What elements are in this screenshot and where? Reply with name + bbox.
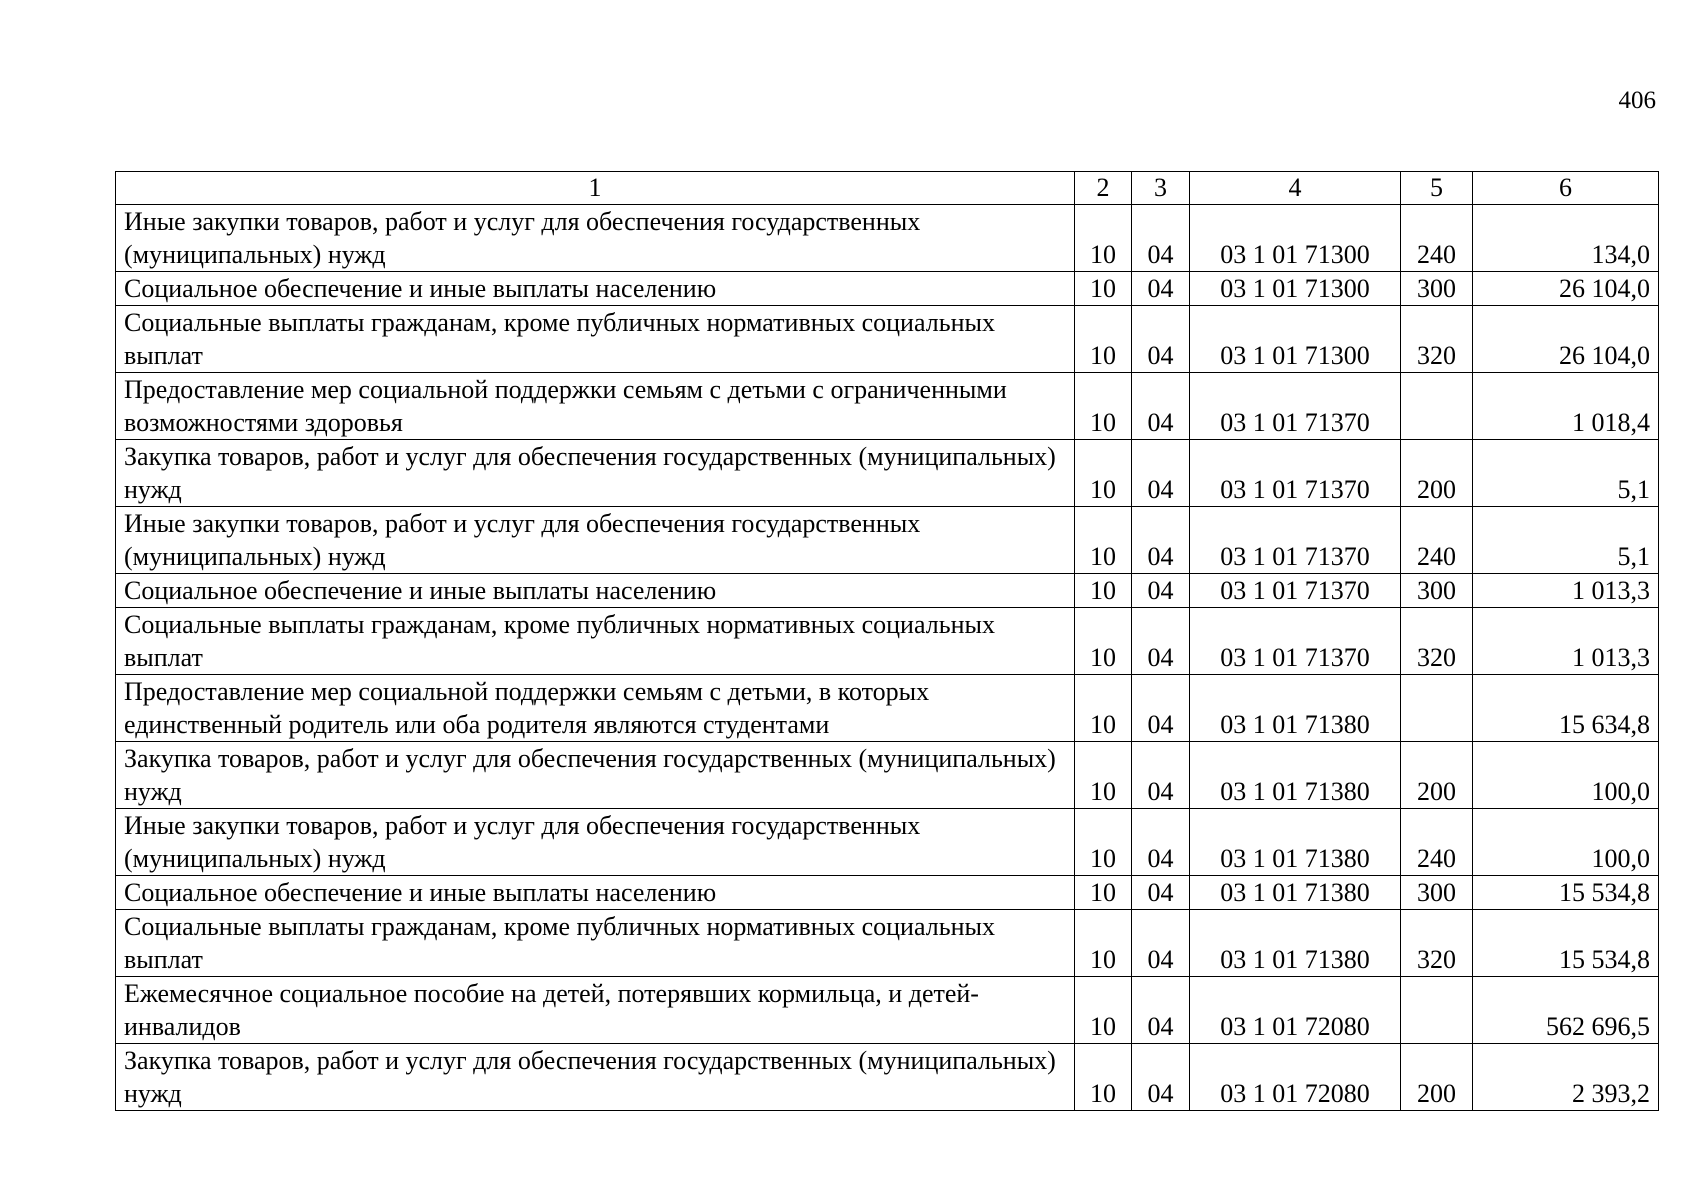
row-name: Закупка товаров, работ и услуг для обеспечения государственных (муниципальных) нужд [116, 742, 1075, 809]
row-amount: 15 634,8 [1473, 675, 1659, 742]
row-section: 10 [1075, 742, 1132, 809]
row-expense-type: 320 [1401, 306, 1473, 373]
row-name: Иные закупки товаров, работ и услуг для обеспечения государственных (муниципальных) нужд [116, 809, 1075, 876]
budget-table [115, 171, 1659, 1111]
row-expense-type: 200 [1401, 440, 1473, 507]
row-name: Социальное обеспечение и иные выплаты населению [116, 272, 1075, 306]
row-amount: 5,1 [1473, 507, 1659, 574]
row-section: 10 [1075, 373, 1132, 440]
row-name: Закупка товаров, работ и услуг для обеспечения государственных (муниципальных) нужд [116, 1044, 1075, 1111]
row-expense-type [1401, 977, 1473, 1044]
row-expense-type: 300 [1401, 574, 1473, 608]
row-name: Предоставление мер социальной поддержки семьям с детьми с ограниченными возможностями здоровья [116, 373, 1075, 440]
row-target-article: 03 1 01 71380 [1190, 809, 1401, 876]
row-amount: 15 534,8 [1473, 876, 1659, 910]
row-target-article: 03 1 01 72080 [1190, 977, 1401, 1044]
row-section: 10 [1075, 675, 1132, 742]
row-target-article: 03 1 01 71300 [1190, 272, 1401, 306]
row-target-article: 03 1 01 71370 [1190, 440, 1401, 507]
row-name: Иные закупки товаров, работ и услуг для обеспечения государственных (муниципальных) нужд [116, 507, 1075, 574]
table-row [116, 876, 1659, 910]
row-subsection: 04 [1132, 977, 1190, 1044]
row-name: Социальные выплаты гражданам, кроме публичных нормативных социальных выплат [116, 306, 1075, 373]
row-name: Закупка товаров, работ и услуг для обеспечения государственных (муниципальных) нужд [116, 440, 1075, 507]
row-section: 10 [1075, 977, 1132, 1044]
row-subsection: 04 [1132, 876, 1190, 910]
row-subsection: 04 [1132, 574, 1190, 608]
row-amount: 1 018,4 [1473, 373, 1659, 440]
row-name: Социальные выплаты гражданам, кроме публичных нормативных социальных выплат [116, 608, 1075, 675]
row-subsection: 04 [1132, 742, 1190, 809]
row-expense-type: 300 [1401, 876, 1473, 910]
table-row [116, 574, 1659, 608]
row-amount: 100,0 [1473, 742, 1659, 809]
row-expense-type [1401, 373, 1473, 440]
column-number-row [116, 172, 1659, 205]
row-subsection: 04 [1132, 608, 1190, 675]
column-header: 1 [116, 172, 1075, 205]
row-target-article: 03 1 01 71370 [1190, 507, 1401, 574]
row-name: Ежемесячное социальное пособие на детей, потерявших кормильца, и детей-инвалидов [116, 977, 1075, 1044]
column-header: 3 [1132, 172, 1190, 205]
column-header: 2 [1075, 172, 1132, 205]
row-name: Социальное обеспечение и иные выплаты населению [116, 574, 1075, 608]
row-target-article: 03 1 01 71370 [1190, 373, 1401, 440]
row-amount: 100,0 [1473, 809, 1659, 876]
table-row [116, 373, 1659, 440]
row-subsection: 04 [1132, 306, 1190, 373]
row-target-article: 03 1 01 71380 [1190, 675, 1401, 742]
page-number: 406 [1618, 87, 1656, 114]
row-target-article: 03 1 01 71380 [1190, 876, 1401, 910]
row-target-article: 03 1 01 71370 [1190, 608, 1401, 675]
table-row [116, 272, 1659, 306]
row-amount: 26 104,0 [1473, 306, 1659, 373]
row-target-article: 03 1 01 72080 [1190, 1044, 1401, 1111]
row-section: 10 [1075, 809, 1132, 876]
row-expense-type [1401, 675, 1473, 742]
row-section: 10 [1075, 306, 1132, 373]
row-section: 10 [1075, 507, 1132, 574]
row-amount: 1 013,3 [1473, 608, 1659, 675]
table-row [116, 675, 1659, 742]
column-header: 6 [1473, 172, 1659, 205]
column-header: 4 [1190, 172, 1401, 205]
row-name: Предоставление мер социальной поддержки семьям с детьми, в которых единственный родитель или оба родителя являются студентами [116, 675, 1075, 742]
row-section: 10 [1075, 574, 1132, 608]
row-subsection: 04 [1132, 910, 1190, 977]
row-amount: 15 534,8 [1473, 910, 1659, 977]
row-target-article: 03 1 01 71380 [1190, 742, 1401, 809]
row-expense-type: 320 [1401, 608, 1473, 675]
column-header: 5 [1401, 172, 1473, 205]
table-row [116, 977, 1659, 1044]
row-section: 10 [1075, 608, 1132, 675]
table-row [116, 608, 1659, 675]
row-amount: 5,1 [1473, 440, 1659, 507]
row-expense-type: 200 [1401, 1044, 1473, 1111]
table-body [116, 205, 1659, 1111]
row-subsection: 04 [1132, 272, 1190, 306]
row-target-article: 03 1 01 71380 [1190, 910, 1401, 977]
row-subsection: 04 [1132, 1044, 1190, 1111]
row-section: 10 [1075, 440, 1132, 507]
row-amount: 134,0 [1473, 205, 1659, 272]
row-expense-type: 200 [1401, 742, 1473, 809]
row-target-article: 03 1 01 71300 [1190, 205, 1401, 272]
row-section: 10 [1075, 876, 1132, 910]
row-section: 10 [1075, 910, 1132, 977]
table-row [116, 1044, 1659, 1111]
row-section: 10 [1075, 1044, 1132, 1111]
table-row [116, 910, 1659, 977]
row-target-article: 03 1 01 71300 [1190, 306, 1401, 373]
row-subsection: 04 [1132, 675, 1190, 742]
row-expense-type: 320 [1401, 910, 1473, 977]
row-subsection: 04 [1132, 809, 1190, 876]
row-name: Иные закупки товаров, работ и услуг для обеспечения государственных (муниципальных) нужд [116, 205, 1075, 272]
row-section: 10 [1075, 205, 1132, 272]
row-amount: 1 013,3 [1473, 574, 1659, 608]
row-name: Социальное обеспечение и иные выплаты населению [116, 876, 1075, 910]
row-expense-type: 240 [1401, 507, 1473, 574]
row-name: Социальные выплаты гражданам, кроме публичных нормативных социальных выплат [116, 910, 1075, 977]
table-row [116, 809, 1659, 876]
table-row [116, 507, 1659, 574]
row-amount: 2 393,2 [1473, 1044, 1659, 1111]
table-row [116, 742, 1659, 809]
table-row [116, 440, 1659, 507]
row-expense-type: 300 [1401, 272, 1473, 306]
row-subsection: 04 [1132, 507, 1190, 574]
row-expense-type: 240 [1401, 205, 1473, 272]
row-subsection: 04 [1132, 205, 1190, 272]
row-amount: 26 104,0 [1473, 272, 1659, 306]
row-amount: 562 696,5 [1473, 977, 1659, 1044]
row-section: 10 [1075, 272, 1132, 306]
table-row [116, 205, 1659, 272]
row-target-article: 03 1 01 71370 [1190, 574, 1401, 608]
row-subsection: 04 [1132, 440, 1190, 507]
table-row [116, 306, 1659, 373]
row-expense-type: 240 [1401, 809, 1473, 876]
row-subsection: 04 [1132, 373, 1190, 440]
